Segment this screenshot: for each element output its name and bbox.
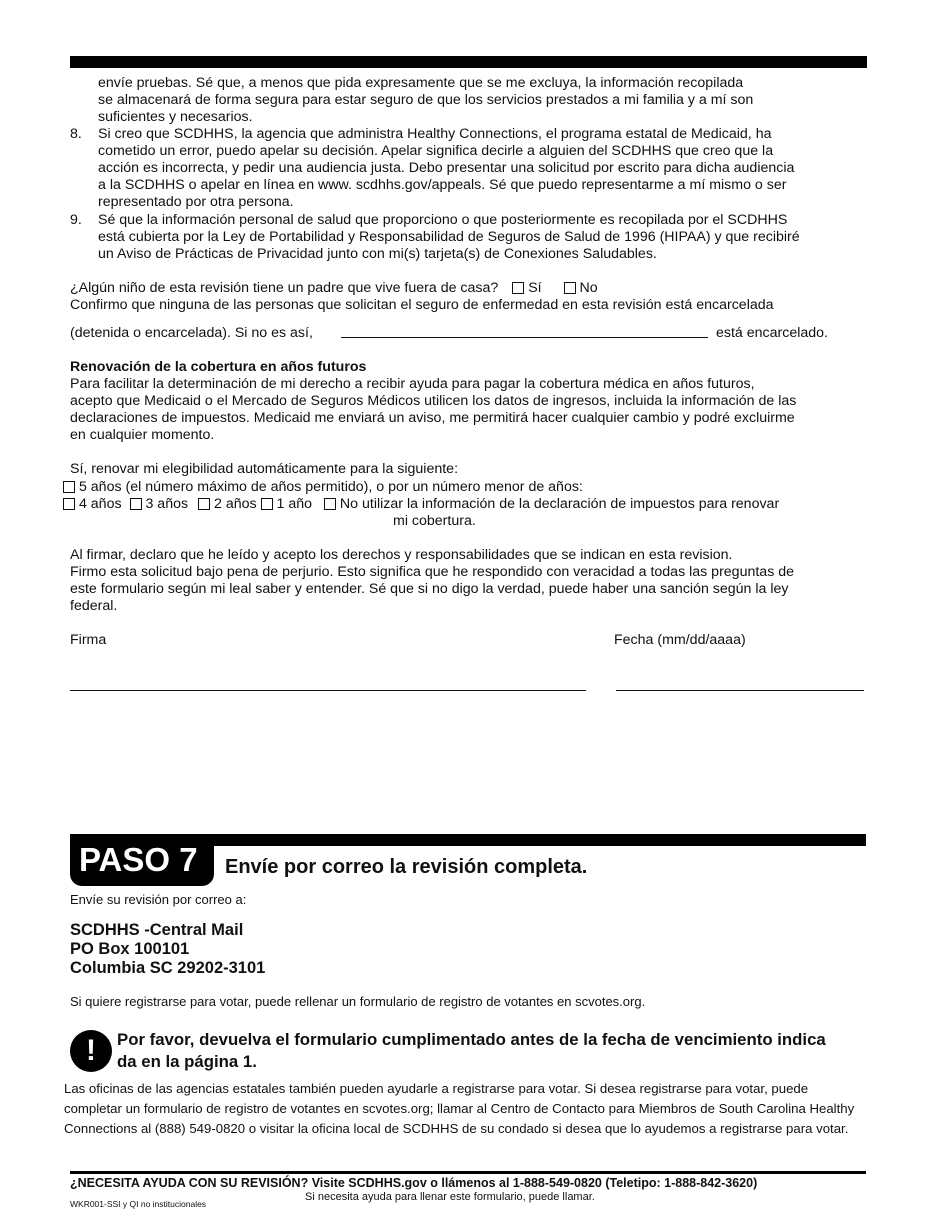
three-years-checkbox[interactable]	[130, 498, 142, 510]
renewal-options-row: 4 años 3 años 2 años 1 año No utilizar la información de la declaración de impuestos para renovar	[63, 496, 779, 513]
renewal-intro: Sí, renovar mi elegibilidad automáticamente para la siguiente:	[70, 461, 459, 477]
four-years-checkbox[interactable]	[63, 498, 75, 510]
renewal-heading: Renovación de la cobertura en años futuros	[70, 359, 367, 375]
renewal-text: Para facilitar la determinación de mi derecho a recibir ayuda para pagar la cobertura médica en años futuros, acepto que Medicaid o el Mercado de Seguros Médicos utilicen los datos de ingresos, incluida la información de las declaraciones de impuestos. Medicaid me enviará un aviso, me permitirá hacer cualquier cambio y podré excluirme en cualquier momento.	[70, 376, 797, 443]
no-tax-info-checkbox[interactable]	[324, 498, 336, 510]
signing-text: Al firmar, declaro que he leído y acepto los derechos y responsabilidades que se indican en esta revision. Firmo esta solicitud bajo pena de perjurio. Esto significa que he respondido con veracidad a todas las preguntas de este formulario según mi leal saber y entender. Sé que si no digo la verdad, puede haber una sanción según la ley federal.	[70, 547, 795, 614]
date-label: Fecha (mm/dd/aaaa)	[614, 632, 746, 648]
parent-question: ¿Algún niño de esta revisión tiene un padre que vive fuera de casa? Sí No	[70, 280, 598, 296]
list-item: 9. Sé que la información personal de salud que proporciono o que posteriormente es recopilada por el SCDHHS está cubierta por la Ley de Portabilidad y Responsabilidad de Seguros de Salud de 1996 (HIPAA) y que recibiré un Aviso de Prácticas de Privacidad junto con mi(s) tarjeta(s) de Conexiones Saludables.	[70, 212, 800, 262]
incarceration-suffix: está encarcelado.	[716, 325, 828, 341]
voter-registration-info: Las oficinas de las agencias estatales también pueden ayudarle a registrarse para votar. Si desea registrarse para votar, puede completar un formulario de registro de votantes en scvotes.org; llamar al Centro de Contacto para Miembros de South Carolina Healthy Connections al (888) 549-0820 o visitar la oficina local de SCDHHS de su condado si desea que lo ayudemos a registrarse para votar.	[64, 1081, 855, 1136]
step-title: Envíe por correo la revisión completa.	[225, 856, 588, 878]
incarcerated-name-field[interactable]	[341, 337, 708, 338]
send-to-label: Envíe su revisión por correo a:	[70, 892, 247, 907]
continuation-text: envíe pruebas. Sé que, a menos que pida expresamente que se me excluya, la información recopilada se almacenará de forma segura para estar seguro de que los servicios prestados a mi familia y a mí son suficientes y necesarios.	[98, 75, 754, 125]
top-rule	[70, 56, 867, 68]
signature-label: Firma	[70, 632, 107, 648]
deadline-alert: Por favor, devuelva el formulario cumplimentado antes de la fecha de vencimiento indica da en la página 1.	[117, 1030, 826, 1071]
renewal-option-none-cont: mi cobertura.	[393, 513, 476, 529]
mailing-address: SCDHHS -Central Mail PO Box 100101 Columbia SC 29202-3101	[70, 921, 266, 977]
one-year-checkbox[interactable]	[261, 498, 273, 510]
no-checkbox[interactable]	[564, 282, 576, 294]
incarceration-prefix: (detenida o encarcelada). Si no es así,	[70, 325, 313, 341]
form-id: WKR001-SSI y QI no institucionales	[70, 1199, 207, 1209]
signature-field[interactable]	[70, 690, 586, 691]
step-badge: PASO 7	[70, 834, 214, 886]
exclamation-icon: !	[70, 1030, 112, 1072]
renewal-option-5: 5 años (el número máximo de años permitido), o por un número menor de años:	[63, 479, 583, 496]
footer-rule	[70, 1171, 866, 1174]
incarceration-statement: Confirmo que ninguna de las personas que solicitan el seguro de enfermedad en esta revisión está encarcelada	[70, 297, 774, 313]
two-years-checkbox[interactable]	[198, 498, 210, 510]
help-subline: Si necesita ayuda para llenar este formulario, puede llamar.	[305, 1191, 595, 1203]
five-years-checkbox[interactable]	[63, 481, 75, 493]
yes-checkbox[interactable]	[512, 282, 524, 294]
help-line: ¿NECESITA AYUDA CON SU REVISIÓN? Visite SCDHHS.gov o llámenos al 1-888-549-0820 (Teletipo: 1-888-842-3620)	[70, 1176, 758, 1190]
vote-note: Si quiere registrarse para votar, puede rellenar un formulario de registro de votantes en scvotes.org.	[70, 994, 646, 1009]
list-item: 8. Si creo que SCDHHS, la agencia que administra Healthy Connections, el programa estatal de Medicaid, ha cometido un error, puedo apelar su decisión. Apelar significa decirle a alguien del SCDHHS que creo que la acción es incorrecta, y pedir una audiencia justa. Debo presentar una solicitud por escrito para dicha audiencia a la SCDHHS o apelar en línea en www. scdhhs.gov/appeals. Sé que puedo representarme a mí mismo o ser representado por otra persona.	[70, 126, 795, 210]
date-field[interactable]	[616, 690, 864, 691]
